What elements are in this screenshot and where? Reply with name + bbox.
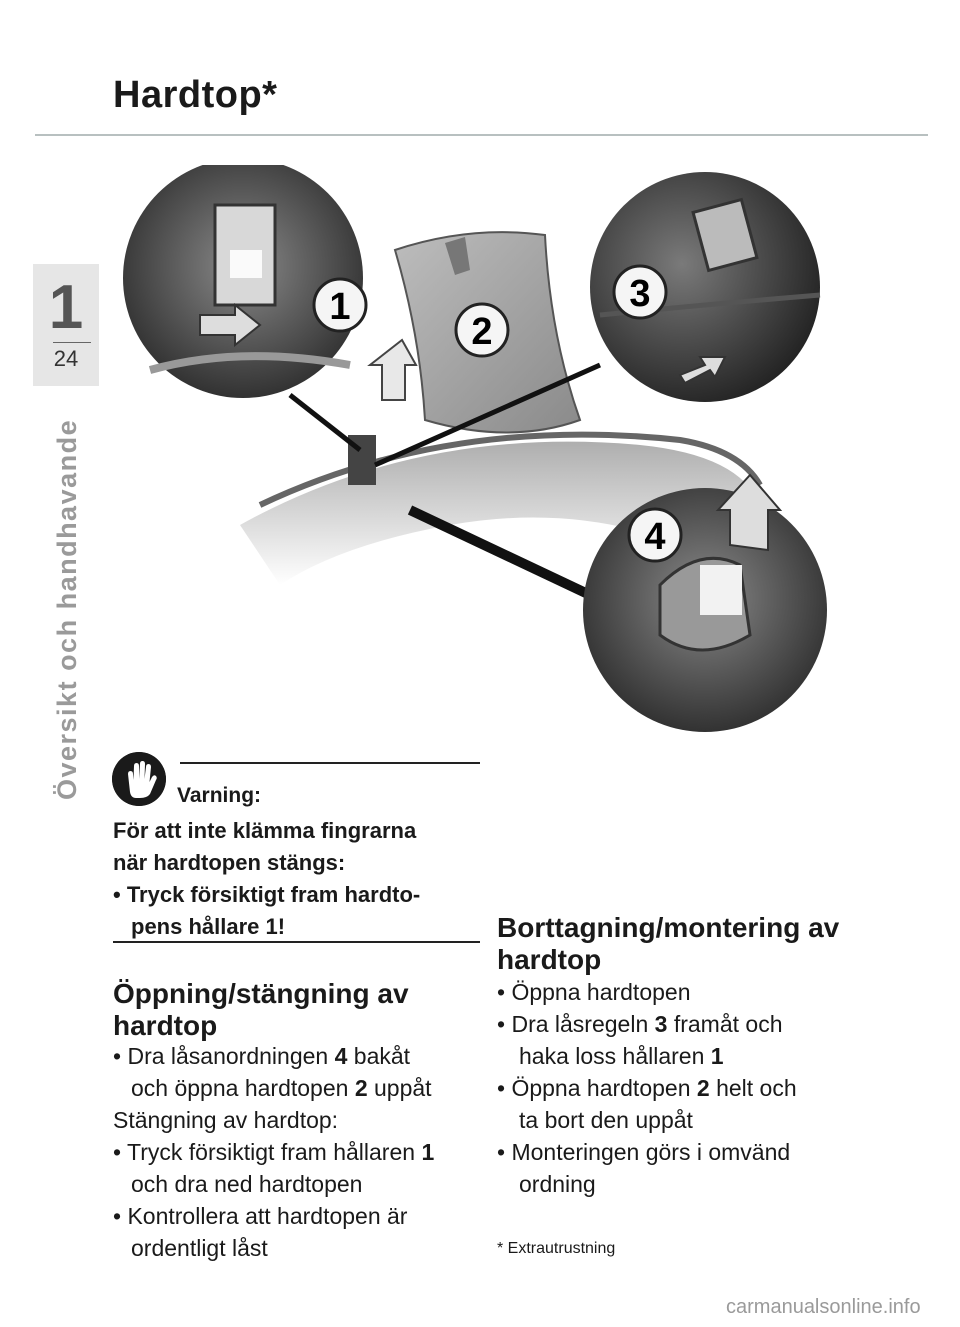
- open-bullet-3-line-2: ordentligt låst: [131, 1235, 268, 1261]
- remove-bullet-1: • Öppna hardtopen: [497, 979, 691, 1005]
- chapter-divider: [53, 342, 91, 343]
- open-bullet-2-line-1: • Tryck försiktigt fram hållaren 1: [113, 1139, 435, 1165]
- bullet-mark: •: [113, 1203, 122, 1229]
- heading-open-line-2: hardtop: [113, 1010, 218, 1041]
- section-heading-remove: [497, 912, 839, 976]
- section-heading-open: [113, 978, 409, 1042]
- warning-line-2: när hardtopen stängs:: [113, 850, 346, 875]
- warning-bullet-line-2: pens hållare 1!: [131, 914, 286, 939]
- chapter-number: 1: [48, 273, 84, 342]
- open-bullet-2-line-2: och dra ned hardtopen: [131, 1171, 363, 1197]
- title-divider: [35, 134, 928, 136]
- up-arrow: [370, 340, 416, 400]
- open-bullet-1-line-2: och öppna hardtopen 2 uppåt: [131, 1075, 432, 1101]
- warning-line-1: För att inte klämma fingrarna: [113, 818, 417, 843]
- stop-hand-icon: [112, 752, 166, 806]
- remove-bullet-4-line-1: • Monteringen görs i omvänd: [497, 1139, 791, 1165]
- heading-remove-line-2: hardtop: [497, 944, 602, 975]
- open-bullet-1-line-1: • Dra låsanordningen 4 bakåt: [113, 1043, 411, 1069]
- remove-bullet-4-line-2: ordning: [519, 1171, 596, 1197]
- callout-1: 1: [329, 286, 351, 328]
- callout-badge-3: [614, 266, 666, 318]
- callout-2: 2: [471, 311, 493, 353]
- bullet-mark: •: [113, 882, 121, 907]
- warning-bottom-rule: [113, 941, 480, 943]
- bullet-mark: •: [497, 1011, 506, 1037]
- remove-bullet-2-line-1: • Dra låsregeln 3 framåt och: [497, 1011, 783, 1037]
- watermark: carmanualsonline.info: [726, 1296, 921, 1318]
- warning-bullet-line-1: Tryck försiktigt fram hardto-: [126, 882, 421, 907]
- callout-badge-4: [629, 509, 681, 561]
- warning-label: Varning:: [177, 784, 262, 807]
- callout-4: 4: [644, 516, 666, 558]
- closing-label: Stängning av hardtop:: [113, 1107, 339, 1133]
- callout-badge-2: [456, 304, 508, 356]
- bullet-mark: •: [113, 1139, 122, 1165]
- remove-bullet-3-line-1: • Öppna hardtopen 2 helt och: [497, 1075, 797, 1101]
- open-bullet-3-line-1: • Kontrollera att hardtopen är: [113, 1203, 408, 1229]
- page-title: Hardtop*: [113, 74, 278, 116]
- heading-open-line-1: Öppning/stängning av: [113, 978, 409, 1009]
- callout-badge-1: [314, 279, 366, 331]
- warning-top-rule: [180, 762, 480, 764]
- chapter-side-title: Översikt och handhavande: [52, 418, 82, 800]
- callout-3: 3: [629, 273, 651, 315]
- warning-bullet: [113, 879, 420, 911]
- bullet-mark: •: [497, 979, 506, 1005]
- remove-bullet-3-line-2: ta bort den uppåt: [519, 1107, 693, 1133]
- bullet-mark: •: [497, 1139, 506, 1165]
- footnote: * Extrautrustning: [497, 1240, 616, 1257]
- heading-remove-line-1: Borttagning/montering av: [497, 912, 840, 943]
- bullet-mark: •: [113, 1043, 122, 1069]
- bullet-mark: •: [497, 1075, 506, 1101]
- hardtop-illustration: [120, 165, 860, 750]
- remove-bullet-2-line-2: haka loss hållaren 1: [519, 1043, 724, 1069]
- page-number: 24: [53, 346, 79, 371]
